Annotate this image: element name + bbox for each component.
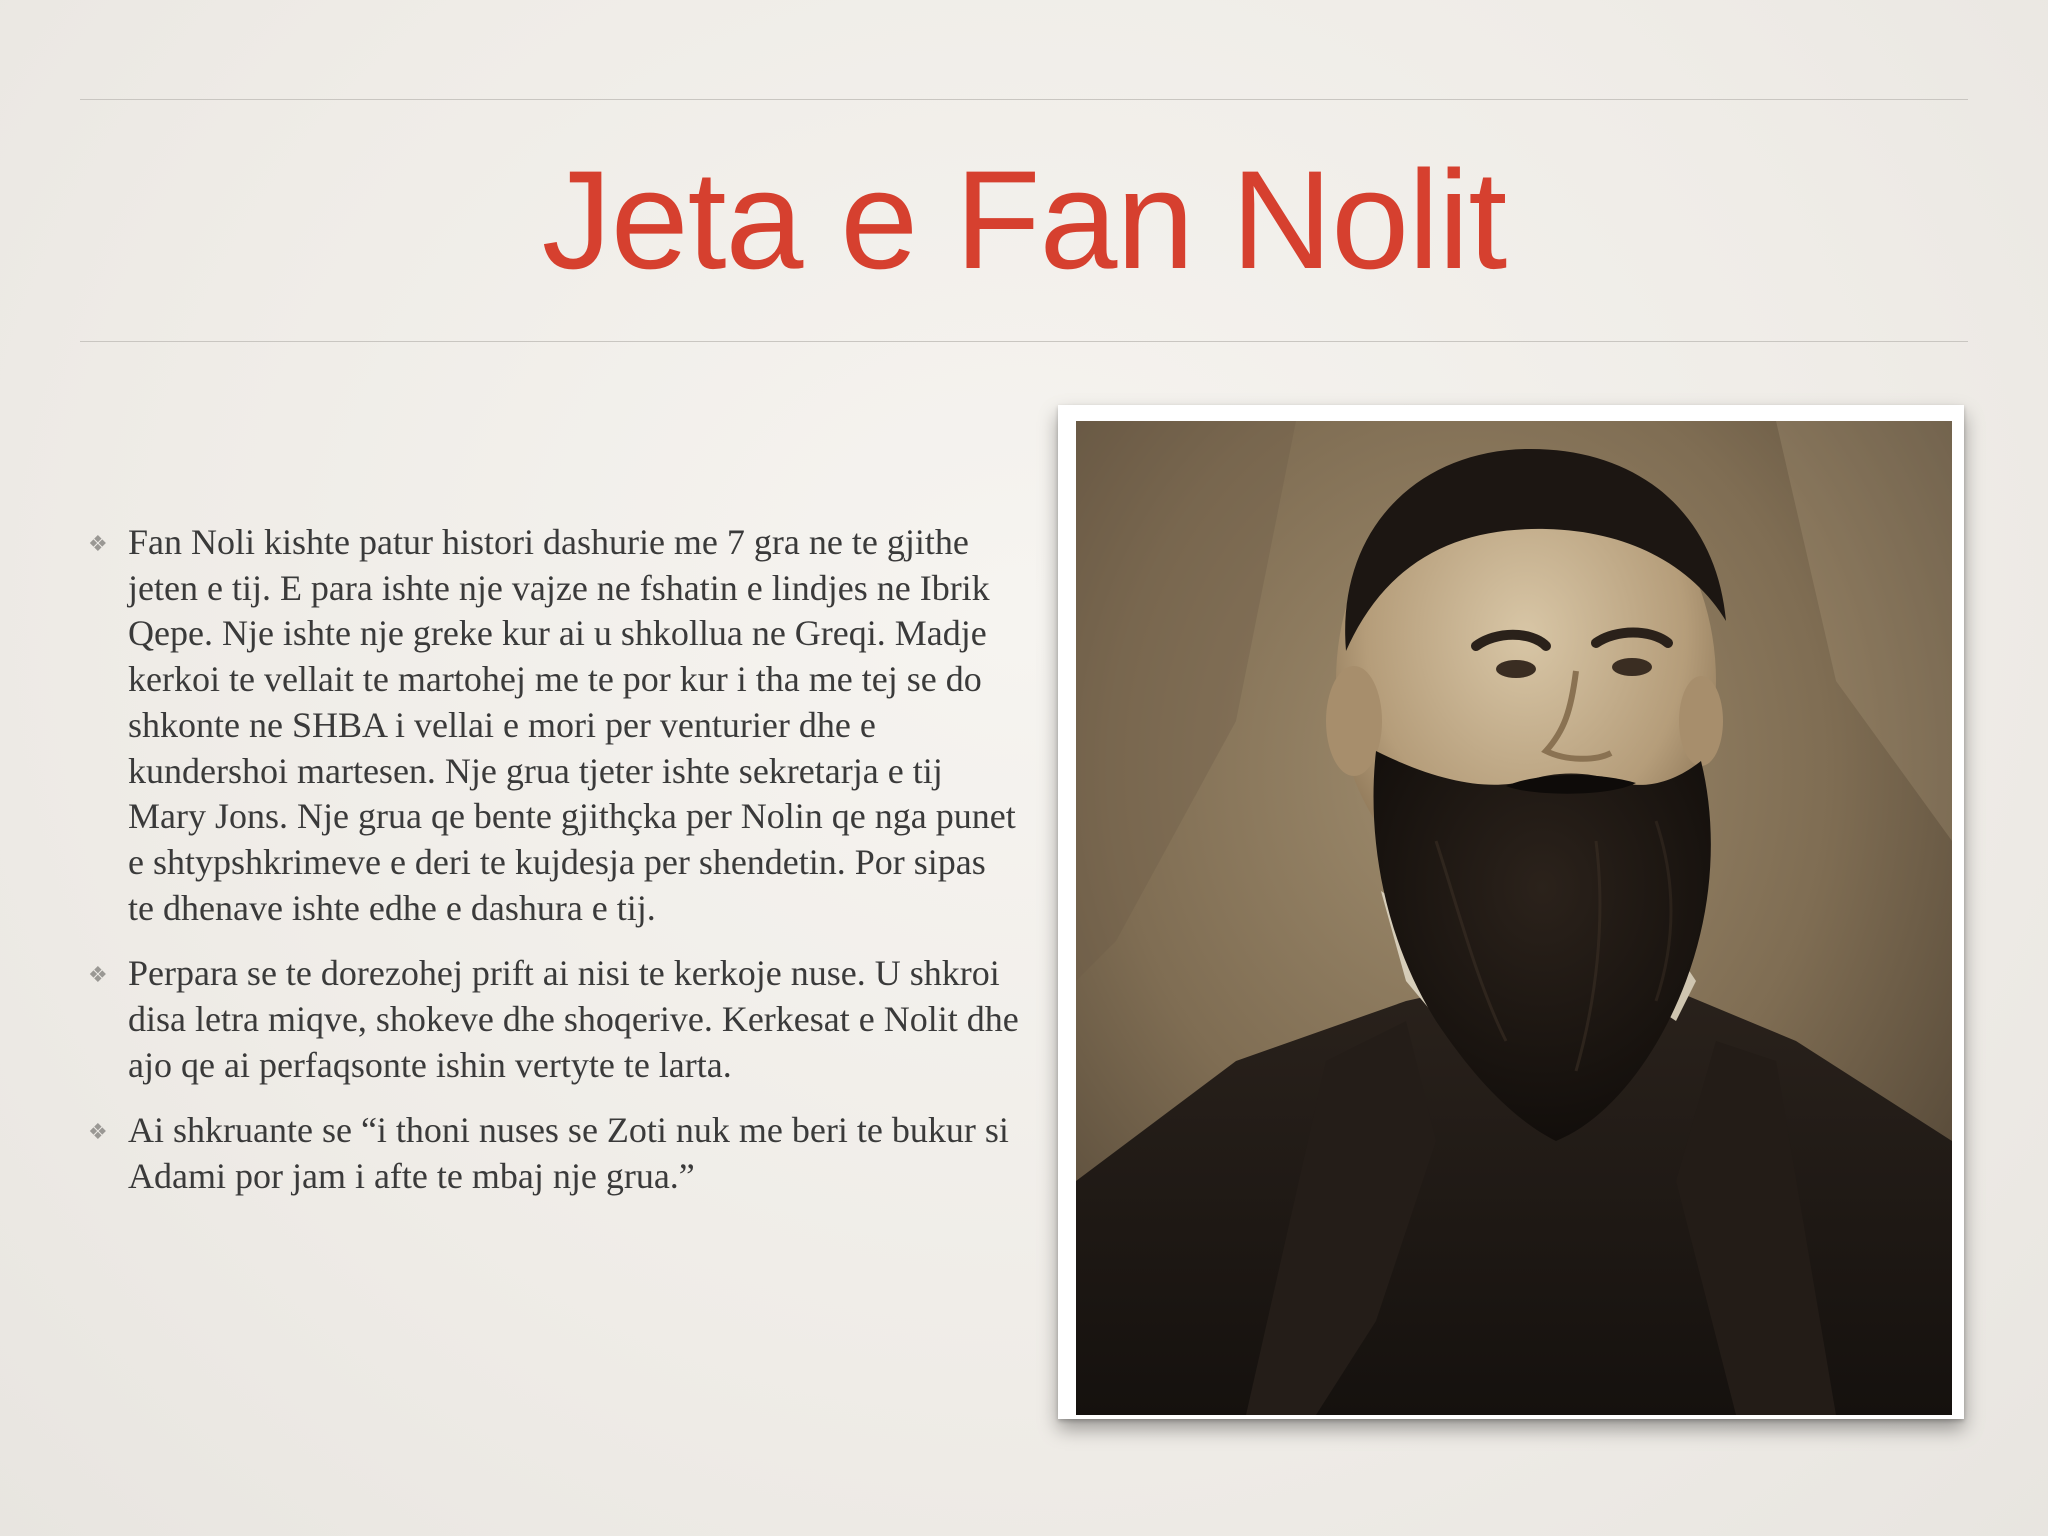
- slide-title: Jeta e Fan Nolit: [541, 141, 1507, 298]
- bullet-item: [80, 1108, 1020, 1199]
- diamond-bullet-icon: ❖: [88, 1120, 108, 1146]
- bullet-item: [80, 951, 1020, 1088]
- bullet-text: Ai shkruante se “i thoni nuses se Zoti nuk me beri te bukur si Adami por jam i afte te mbaj nje grua.”: [128, 1110, 1009, 1197]
- portrait-illustration: [1076, 421, 1952, 1415]
- bullet-text: Fan Noli kishte patur histori dashurie me 7 gra ne te gjithe jeten e tij. E para ishte nje vajze ne fshatin e lindjes ne Ibrik Qepe. Nje ishte nje greke kur ai u shkollua ne Greqi. Madje kerkoi te vellait te martohej me te por kur i tha me tej se do shkonte ne SHBA i vellai e mori per venturier dhe e kundershoi martesen. Nje grua tjeter ishte sekretarja e tij Mary Jons. Nje grua qe bente gjithçka per Nolin qe nga punet e shtypshkrimeve e deri te kujdesja per shendetin. Por sipas te dhenave ishte edhe e dashura e tij.: [128, 522, 1016, 928]
- portrait-photo: [1076, 421, 1952, 1415]
- photo-frame: [1058, 405, 1964, 1419]
- bottom-divider: [80, 341, 1968, 342]
- diamond-bullet-icon: ❖: [88, 963, 108, 989]
- bullet-list: [80, 520, 1020, 1220]
- bullet-text: Perpara se te dorezohej prift ai nisi te kerkoje nuse. U shkroi disa letra miqve, shokeve dhe shoqerive. Kerkesat e Nolit dhe ajo qe ai perfaqsonte ishin vertyte te larta.: [128, 953, 1019, 1085]
- diamond-bullet-icon: ❖: [88, 532, 108, 557]
- top-divider: [80, 99, 1968, 100]
- bullet-item: [80, 520, 1020, 931]
